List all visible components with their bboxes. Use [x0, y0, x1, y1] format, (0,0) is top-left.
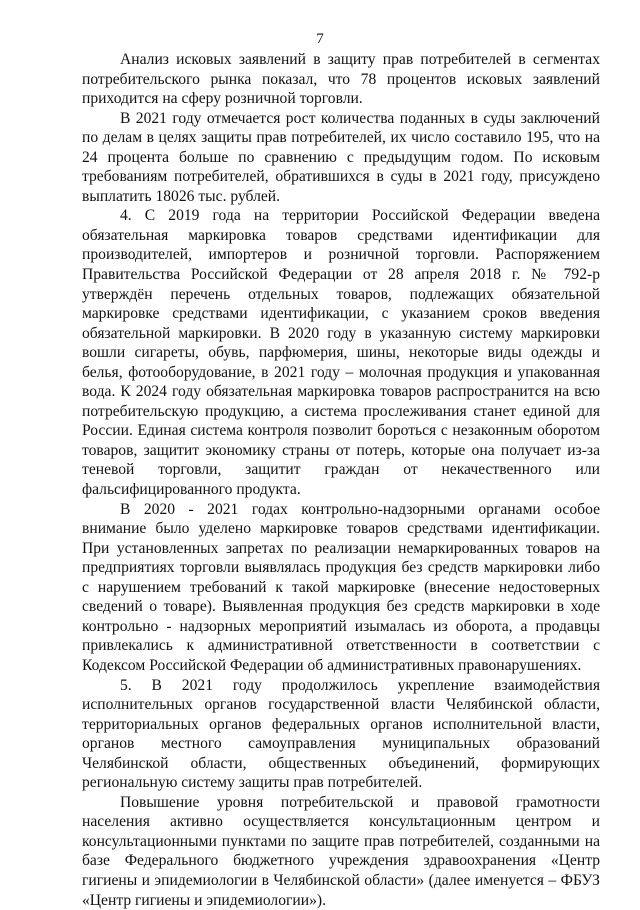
- paragraph-interaction-strengthening: 5. В 2021 году продолжилось укрепление взаимодействия исполнительных органов государственной власти Челябинской области, территориальных органов федеральных органов исполнительной власти, органов местного самоуправления муниципальных образований Челябинской области, общественных объединений, формирующих региональную систему защиты прав потребителей.: [82, 676, 600, 792]
- paragraph-consumer-literacy: Повышение уровня потребительской и правовой грамотности населения активно осуществляется консультационным центром и консультационными пунктами по защите прав потребителей, созданными на базе Федерального бюджетного учреждения здравоохранения «Центр гигиены и эпидемиологии в Челябинской области» (далее именуется – ФБУЗ «Центр гигиены и эпидемиологии»).: [82, 793, 600, 909]
- document-body: [82, 50, 600, 910]
- paragraph-mandatory-labeling: 4. С 2019 года на территории Российской Федерации введена обязательная маркировка товаров средствами идентификации для производителей, импортеров и розничной торговли. Распоряжением Правительства Российской Федерации от 28 апреля 2018 г. № 792-р утверждён перечень отдельных товаров, подлежащих обязательной маркировке средствами идентификации, с указанием сроков введения обязательной маркировки. В 2020 году в указанную систему маркировки вошли сигареты, обувь, парфюмерия, шины, некоторые виды одежды и белья, фотооборудование, в 2021 году – молочная продукция и упакованная вода. К 2024 году обязательная маркировка товаров распространится на всю потребительскую продукцию, а система прослеживания станет единой для России. Единая система контроля позволит бороться с незаконным оборотом товаров, защитит экономику страны от потерь, которые она получает из-за теневой торговли, защитит граждан от некачественного или фальсифицированного продукта.: [82, 207, 600, 499]
- paragraph-control-bodies: В 2020 - 2021 годах контрольно-надзорными органами особое внимание было уделено маркировке товаров средствами идентификации. При установленных запретах по реализации немаркированных товаров на предприятиях торговли выявлялась продукция без средств маркировки либо с нарушением требований к такой маркировке (внесение недостоверных сведений о товаре). Выявленная продукция без средств маркировки в ходе контрольно - надзорных мероприятий изымалась из оборота, а продавцы привлекались к административной ответственности в соответствии с Кодексом Российской Федерации об административных правонарушениях.: [82, 500, 600, 674]
- page-number: 7: [316, 31, 324, 47]
- paragraph-court-conclusions-2021: В 2021 году отмечается рост количества поданных в суды заключений по делам в целях защиты прав потребителей, их число составило 195, что на 24 процента больше по сравнению с предыдущим годом. По исковым требованиям потребителей, обратившихся в суды в 2021 году, присуждено выплатить 18026 тыс. рублей.: [82, 109, 600, 205]
- paragraph-lawsuits-analysis: Анализ исковых заявлений в защиту прав потребителей в сегментах потребительского рынка показал, что 78 процентов исковых заявлений приходится на сферу розничной торговли.: [82, 51, 600, 108]
